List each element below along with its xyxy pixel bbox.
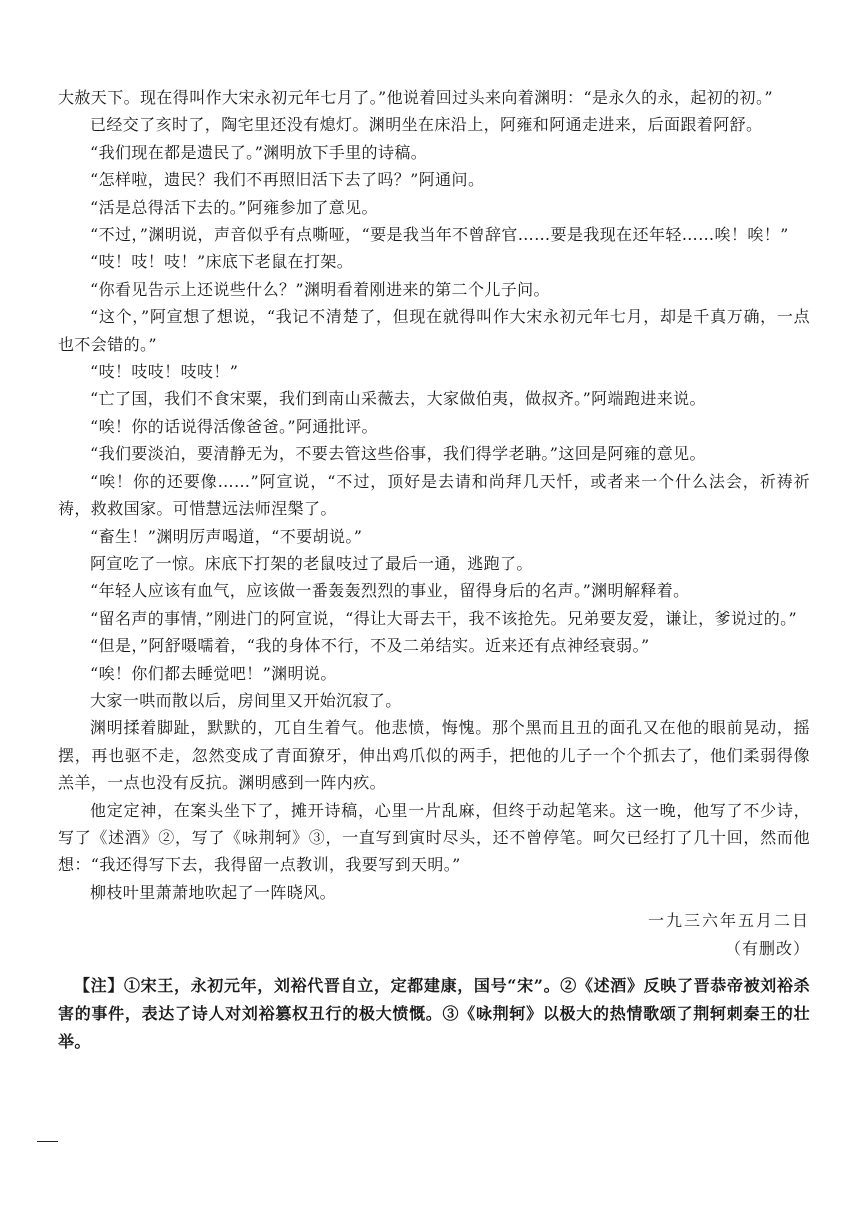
story-date: 一九三六年五月二日 <box>647 911 810 931</box>
paragraph: 柳枝叶里萧萧地吹起了一阵晓风。 <box>90 882 337 902</box>
footnote: 【注】①宋王，永初元年，刘裕代晋自立，定都建康，国号“宋”。②《述酒》反映了晋恭帝被刘裕杀害的事件，表达了诗人对刘裕篡权丑行的极大愤慨。③《咏荆轲》以极大的热情歌颂了荆轲刺秦王的壮举。 <box>58 976 810 1051</box>
paragraph: “年轻人应该有血气，应该做一番轰轰烈烈的事业，留得身后的名声。”渊明解释着。 <box>90 581 690 601</box>
paragraph: 已经交了亥时了，陶宅里还没有熄灯。渊明坐在床沿上，阿雍和阿通走进来，后面跟着阿舒。 <box>90 115 763 135</box>
paragraph: “怎样啦，遗民？我们不再照旧活下去了吗？”阿通问。 <box>90 170 485 190</box>
paragraph: “吱！吱吱！吱吱！” <box>90 362 239 382</box>
paragraph: “我们要淡泊，要清静无为，不要去管这些俗事，我们得学老聃。”这回是阿雍的意见。 <box>90 444 706 464</box>
paragraph: “活是总得活下去的。”阿雍参加了意见。 <box>90 197 378 217</box>
paragraph: “唉！你们都去睡觉吧！”渊明说。 <box>90 663 337 683</box>
story-text <box>58 84 810 1056</box>
paragraph: 阿宣吃了一惊。床底下打架的老鼠吱过了最后一通，逃跑了。 <box>90 553 533 573</box>
paragraph: “亡了国，我们不食宋粟，我们到南山采薇去，大家做伯夷，做叔齐。”阿端跑进来说。 <box>90 389 706 409</box>
paragraph: “唉！你的话说得活像爸爸。”阿通批评。 <box>90 416 378 436</box>
paragraph: “我们现在都是遗民了。”渊明放下手里的诗稿。 <box>90 142 428 162</box>
paragraph-list <box>58 84 810 906</box>
paragraph: “不过，”渊明说，声音似乎有点嘶哑，“要是我当年不曾辞官……要是我现在还年轻……唉！唉！” <box>90 225 789 245</box>
source-note: （有删改） <box>724 938 810 958</box>
paragraph: “唉！你的还要像……”阿宣说，“不过，顶好是去请和尚拜几天忏，或者来一个什么法会，祈祷祈祷，救救国家。可惜慧远法师涅槃了。 <box>58 471 810 519</box>
paragraph: “但是，”阿舒嗫嚅着，“我的身体不行，不及二弟结实。近来还有点神经衰弱。” <box>90 636 650 656</box>
page-rule <box>37 1141 58 1142</box>
paragraph: 大赦天下。现在得叫作大宋永初元年七月了。”他说着回过头来向着渊明：“是永久的永，起初的初。” <box>58 88 773 107</box>
paragraph: “留名声的事情，”刚进门的阿宣说，“得让大哥去干，我不该抢先。兄弟要友爱，谦让，爹说过的。” <box>90 608 798 628</box>
paragraph: “畜生！”渊明厉声喝道，“不要胡说。” <box>90 526 363 546</box>
paragraph: 他定定神，在案头坐下了，摊开诗稿，心里一片乱麻，但终于动起笔来。这一晚，他写了不少诗，写了《述酒》②，写了《咏荆轲》③，一直写到寅时尽头，还不曾停笔。呵欠已经打了几十回，然而他想：“我还得写下去，我得留一点教训，我要写到天明。” <box>58 800 810 875</box>
paragraph: “你看见告示上还说些什么？”渊明看着刚进来的第二个儿子问。 <box>90 279 550 299</box>
paragraph: “吱！吱！吱！”床底下老鼠在打架。 <box>90 252 354 272</box>
paragraph: “这个，”阿宣想了想说，“我记不清楚了，但现在就得叫作大宋永初元年七月，却是千真万确，一点也不会错的。” <box>58 307 810 354</box>
paragraph: 大家一哄而散以后，房间里又开始沉寂了。 <box>90 690 402 710</box>
paragraph: 渊明揉着脚趾，默默的，兀自生着气。他悲愤，悔愧。那个黑而且丑的面孔又在他的眼前晃动，摇摆，再也驱不走，忽然变成了青面獠牙，伸出鸡爪似的两手，把他的儿子一个个抓去了，他们柔弱得像羔羊，一点也没有反抗。渊明感到一阵内疚。 <box>58 718 810 793</box>
